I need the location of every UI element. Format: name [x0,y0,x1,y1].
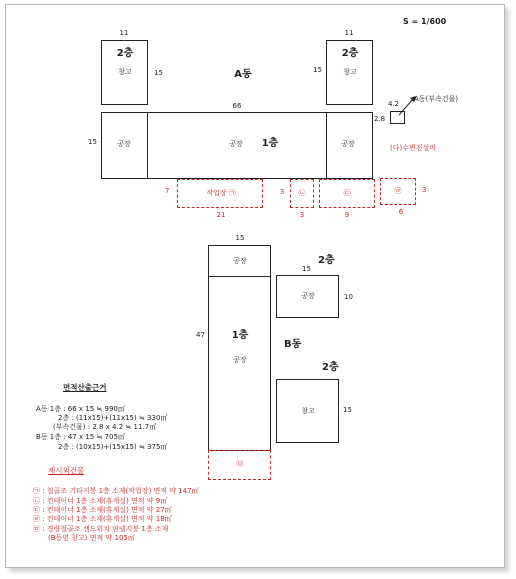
factory-divider-left [147,113,148,178]
area-line-5: 2층 : (10x15)+(15x15) ≒ 375㎡ [58,443,168,451]
building-a-factory [101,112,373,179]
building-a-title: A동 [234,69,252,80]
b-upper2-floor: 2층 [322,362,339,373]
extra-4-height-dim: 3 [422,186,427,194]
building-a-warehouse-right [326,40,373,105]
area-line-4: B동 1층 : 47 x 15 ≒ 705㎡ [36,433,125,441]
annex-name: A동(부속건물) [414,95,459,103]
excluded-line-2: ㉡ : 컨테이너 1층 소재(휴게실) 면적 약 9㎡ [33,497,168,505]
excluded-title: 제시외건물 [48,466,85,475]
extra-4-width-dim: 6 [398,208,404,216]
b-top-label: 공장 [233,257,247,265]
warehouse-left-floor: 2층 [116,48,134,59]
factory-floor: 1층 [261,138,279,149]
warehouse-right-side-dim: 15 [313,66,322,74]
factory-right-label: 공장 [341,140,355,148]
factory-left-label: 공장 [117,140,131,148]
extra-1-height-dim: 7 [165,187,170,195]
extra-4-label: ㉣ [394,187,402,195]
annex-label: (다)수변전설비 [390,144,437,152]
annex-height-dim: 2.8 [374,115,386,123]
area-line-2: 2층 : (11x15)+(11x15) ≒ 330㎡ [58,414,168,422]
b-upper1-label: 공장 [301,292,315,300]
warehouse-right-label: 창고 [343,68,357,76]
warehouse-left-side-dim: 15 [154,69,163,77]
building-a-warehouse-left [101,40,148,105]
b-extra-label: ㉤ [236,460,244,468]
b-upper2-side-dim: 15 [343,406,352,414]
warehouse-right-floor: 2층 [341,48,359,59]
extra-3-width-dim: 9 [344,211,350,219]
building-b-title: B동 [284,339,302,350]
warehouse-right-top-dim: 11 [344,29,354,37]
extra-2-width-dim: 3 [299,211,305,219]
extra-4-container [380,178,416,205]
b-upper2-label: 창고 [301,407,315,415]
annex-width-dim: 4.2 [388,100,400,108]
b-upper1-side-dim: 10 [344,293,353,301]
excluded-line-5: ㉤ : 경량철골조 샌드위치 판넬지붕 1층 소재 [33,525,169,533]
scale-label: S = 1/600 [403,17,447,26]
extra-2-height-dim: 3 [280,188,285,196]
area-basis-title: 면적산출근거 [63,383,107,392]
excluded-line-6: (B동옆 창고) 면적 약 105㎡ [48,534,135,542]
extra-1-width-dim: 21 [216,211,226,219]
excluded-line-3: ㉢ : 컨테이너 1층 소재(휴게실) 면적 약 27㎡ [33,506,172,514]
extra-1-label: 작업장 ㉠ [206,189,236,197]
extra-3-label: ㉢ [343,189,351,197]
b-upper1-floor: 2층 [318,255,335,266]
building-b-upper2 [276,379,339,443]
factory-divider-right [326,113,327,178]
building-b-main [208,276,271,451]
extra-2-label: ㉡ [298,189,306,197]
area-line-1: A동 1층 : 66 x 15 ≒ 990㎡ [36,405,125,413]
factory-height-dim: 15 [88,138,97,146]
excluded-line-1: ㉠ : 철골조 기타지붕 1층 소재(작업장) 면적 약 147㎡ [33,487,199,495]
b-main-top-dim: 15 [235,234,245,242]
building-b-upper1 [276,275,339,318]
area-line-3: (부속건물) : 2.8 x 4.2 ≒ 11.7㎡ [53,423,157,431]
warehouse-left-top-dim: 11 [119,29,129,37]
b-main-height-dim: 47 [196,331,205,339]
b-main-floor: 1층 [231,330,249,341]
b-upper1-top-dim: 15 [302,265,311,273]
building-b-top-factory [208,245,271,277]
factory-width-dim: 66 [232,102,242,110]
factory-center-label: 공장 [229,140,243,148]
warehouse-left-label: 창고 [118,68,132,76]
extra-3-container [319,179,375,208]
excluded-line-4: ㉣ : 컨테이너 1층 소재(휴게실) 면적 약 18㎡ [33,515,172,523]
extra-2-container [290,179,314,208]
extra-1-workshop [177,179,263,208]
building-b-extra [208,450,271,480]
b-main-label: 공장 [233,356,247,364]
